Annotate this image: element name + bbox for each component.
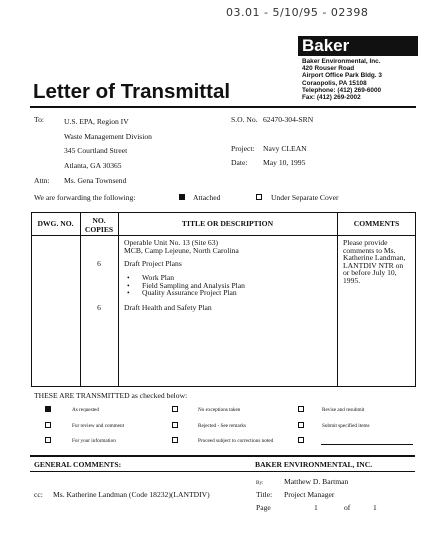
option-label: For review and comment	[72, 423, 125, 429]
by-label: By:	[256, 480, 264, 486]
page-title: Letter of Transmittal	[33, 80, 231, 103]
header-dwg-no: DWG. NO.	[37, 219, 74, 228]
submit-items-checkbox[interactable]	[298, 422, 304, 428]
header-no: NO.	[92, 216, 106, 225]
table-header-rule	[31, 235, 416, 236]
row1-line: Draft Project Plans	[124, 259, 182, 268]
page-label: Page	[256, 503, 271, 512]
title-rule	[30, 106, 416, 108]
header-title: TITLE OR DESCRIPTION	[181, 219, 274, 228]
header-copies: COPIES	[84, 225, 114, 234]
option-label: As requested	[72, 407, 99, 413]
comment-line: LANTDIV NTR on	[343, 260, 404, 270]
separate-cover-label: Under Separate Cover	[271, 193, 339, 202]
title-value: Project Manager	[284, 490, 335, 499]
attn-value: Ms. Gena Townsend	[64, 176, 127, 185]
table-divider	[337, 212, 338, 387]
so-value: 62470-304-SRN	[263, 115, 314, 124]
company-city: Coraopolis, PA 15108	[302, 79, 367, 87]
title-label: Title:	[256, 490, 273, 499]
bullet: •	[127, 273, 130, 282]
comment-line: 1995.	[343, 275, 361, 285]
comments-cell	[343, 239, 405, 285]
to-line: Atlanta, GA 30365	[64, 160, 122, 170]
attn-label: Attn:	[34, 176, 50, 185]
handwritten-reference: 03.01 - 5/10/95 - 02398	[226, 6, 369, 19]
table-divider	[80, 212, 81, 387]
option-label: Proceed subject to corrections noted	[198, 438, 274, 444]
company-name: Baker Environmental, Inc.	[302, 58, 381, 65]
row2-copies: 6	[97, 303, 101, 312]
other-checkbox[interactable]	[298, 437, 304, 443]
general-rule	[30, 455, 415, 457]
project-label: Project:	[231, 144, 255, 153]
date-value: May 10, 1995	[263, 158, 306, 167]
table-divider	[118, 212, 119, 387]
comment-line: Please provide	[343, 238, 388, 247]
comment-line: comments to Ms.	[343, 245, 396, 255]
option-label: Submit specified items	[322, 423, 370, 429]
row1-description	[124, 239, 239, 255]
to-label: To:	[34, 115, 45, 124]
as-requested-checkbox[interactable]	[45, 406, 51, 412]
project-value: Navy CLEAN	[263, 144, 307, 153]
bullet: •	[127, 288, 130, 298]
for-information-checkbox[interactable]	[45, 437, 51, 443]
of-label: of	[344, 503, 351, 512]
header-comments: COMMENTS	[353, 219, 400, 228]
attached-checkbox[interactable]	[179, 194, 185, 200]
date-label: Date:	[231, 158, 248, 167]
row1-line: MCB, Camp Lejeune, North Carolina	[124, 246, 239, 255]
option-label: Revise and resubmit	[322, 407, 365, 413]
to-line: Waste Management Division	[64, 131, 152, 141]
so-label: S.O. No.	[231, 115, 258, 124]
row2-description: Draft Health and Safety Plan	[124, 303, 212, 312]
company-fax: Fax: (412) 269-2002	[302, 94, 361, 102]
comment-line: Katherine Landman,	[343, 253, 406, 263]
cc-label: cc:	[34, 490, 43, 499]
page-number: 1	[314, 503, 318, 512]
to-line: U.S. EPA, Region IV	[64, 117, 129, 126]
company-building: Airport Office Park Bldg. 3	[302, 72, 382, 80]
row1-copies: 6	[97, 259, 101, 268]
row1-line: Operable Unit No. 13 (Site 63)	[124, 238, 219, 247]
comment-line: or before July 10,	[343, 268, 397, 278]
attached-label: Attached	[193, 193, 221, 202]
option-label: Rejected - See remarks	[198, 423, 246, 429]
other-blank-line	[321, 444, 413, 445]
option-label: No exceptions taken	[198, 407, 241, 413]
general-underline	[30, 471, 415, 472]
no-exceptions-checkbox[interactable]	[172, 406, 178, 412]
company-logo: Baker	[298, 36, 418, 56]
separate-cover-checkbox[interactable]	[256, 194, 262, 200]
proceed-checkbox[interactable]	[172, 437, 178, 443]
transmitted-label: THESE ARE TRANSMITTED as checked below:	[34, 391, 188, 400]
general-comments-label: GENERAL COMMENTS:	[34, 460, 122, 469]
revise-resubmit-checkbox[interactable]	[298, 406, 304, 412]
list-item: • Quality Assurance Project Plan	[127, 288, 237, 298]
company-street: 420 Rouser Road	[302, 65, 355, 73]
page-total: 1	[373, 503, 377, 512]
rejected-checkbox[interactable]	[172, 422, 178, 428]
company-telephone: Telephone: (412) 269-6000	[302, 86, 382, 94]
to-line: 345 Courtland Street	[64, 146, 128, 155]
signoff-company: BAKER ENVIRONMENTAL, INC.	[255, 460, 373, 469]
by-value: Matthew D. Bartman	[284, 477, 349, 486]
forwarding-label: We are forwarding the following:	[34, 193, 136, 202]
bullet: •	[127, 280, 130, 290]
list-item: • Field Sampling and Analysis Plan	[127, 280, 245, 290]
company-address	[302, 58, 382, 101]
to-address	[64, 115, 152, 173]
row1-bullet-list	[127, 274, 245, 297]
review-comment-checkbox[interactable]	[45, 422, 51, 428]
list-item: • Work Plan	[127, 273, 175, 282]
option-label: For your information	[72, 438, 116, 444]
cc-value: Ms. Katherine Landman (Code 18232)(LANTDIV)	[53, 490, 210, 499]
